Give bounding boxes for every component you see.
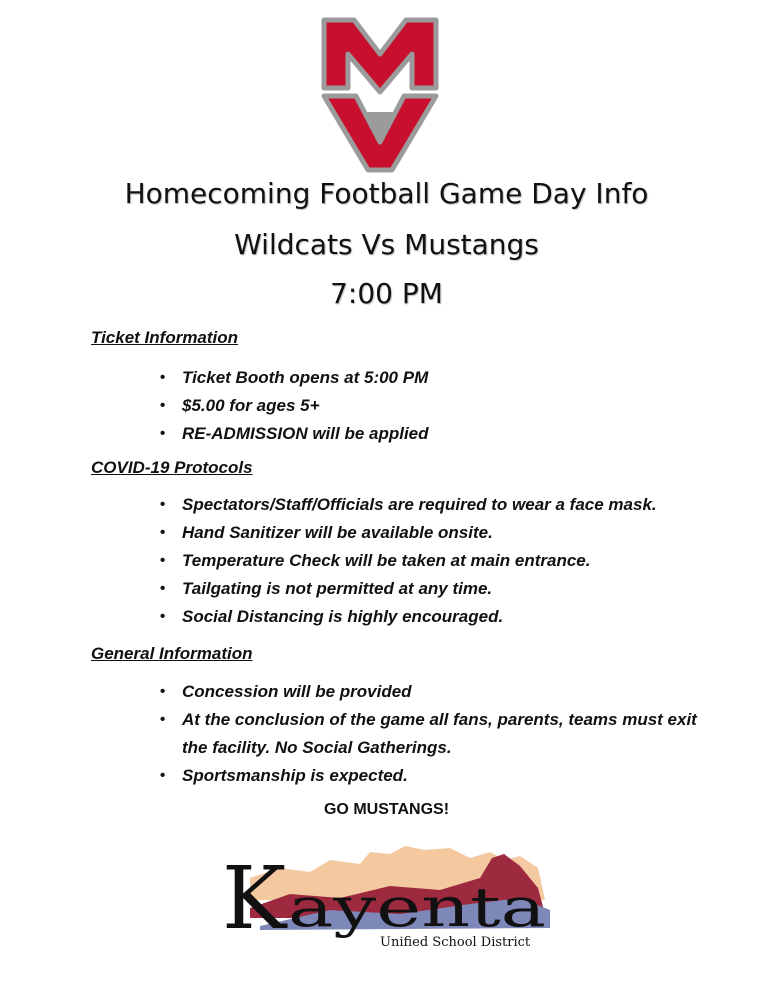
list-item: • Temperature Check will be taken at main entrance. xyxy=(156,547,716,575)
list-item: • Concession will be provided xyxy=(156,678,716,706)
bullet-icon: • xyxy=(160,711,166,728)
ticket-info-list xyxy=(156,364,716,448)
list-item: • Ticket Booth opens at 5:00 PM xyxy=(156,364,716,392)
list-item: • Spectators/Staff/Officials are required to wear a face mask. xyxy=(156,491,716,519)
list-item: • Hand Sanitizer will be available onsite. xyxy=(156,519,716,547)
bullet-icon: • xyxy=(160,552,166,569)
matchup-subtitle: Wildcats Vs Mustangs xyxy=(234,228,539,261)
bullet-icon: • xyxy=(160,496,166,513)
bullet-icon: • xyxy=(160,767,166,784)
mv-logo xyxy=(318,14,442,174)
bullet-icon: • xyxy=(160,369,166,386)
list-item: • Sportsmanship is expected. xyxy=(156,762,716,790)
kayenta-district-logo xyxy=(220,838,560,950)
page-title: Homecoming Football Game Day Info xyxy=(124,177,649,210)
list-item: • Tailgating is not permitted at any time. xyxy=(156,575,716,603)
covid-protocols-list xyxy=(156,491,716,631)
list-item: • $5.00 for ages 5+ xyxy=(156,392,716,420)
general-info-heading: General Information xyxy=(91,644,253,663)
general-info-list xyxy=(156,678,716,790)
bullet-icon: • xyxy=(160,524,166,541)
svg-text:K: K xyxy=(222,849,287,949)
bullet-icon: • xyxy=(160,425,166,442)
covid-protocols-heading: COVID-19 Protocols xyxy=(91,458,253,477)
bullet-icon: • xyxy=(160,580,166,597)
list-item: • RE-ADMISSION will be applied xyxy=(156,420,716,448)
kayenta-wordmark: ayenta xyxy=(288,876,546,939)
bullet-icon: • xyxy=(160,683,166,700)
district-subtitle: Unified School District xyxy=(380,935,531,950)
ticket-info-heading: Ticket Information xyxy=(91,328,239,347)
game-time: 7:00 PM xyxy=(330,277,443,310)
list-item: • At the conclusion of the game all fans, parents, teams must exit the facility. No Social Gatherings. xyxy=(156,706,716,762)
closing-slogan: GO MUSTANGS! xyxy=(323,801,450,818)
bullet-icon: • xyxy=(160,608,166,625)
list-item: • Social Distancing is highly encouraged. xyxy=(156,603,716,631)
bullet-icon: • xyxy=(160,397,166,414)
